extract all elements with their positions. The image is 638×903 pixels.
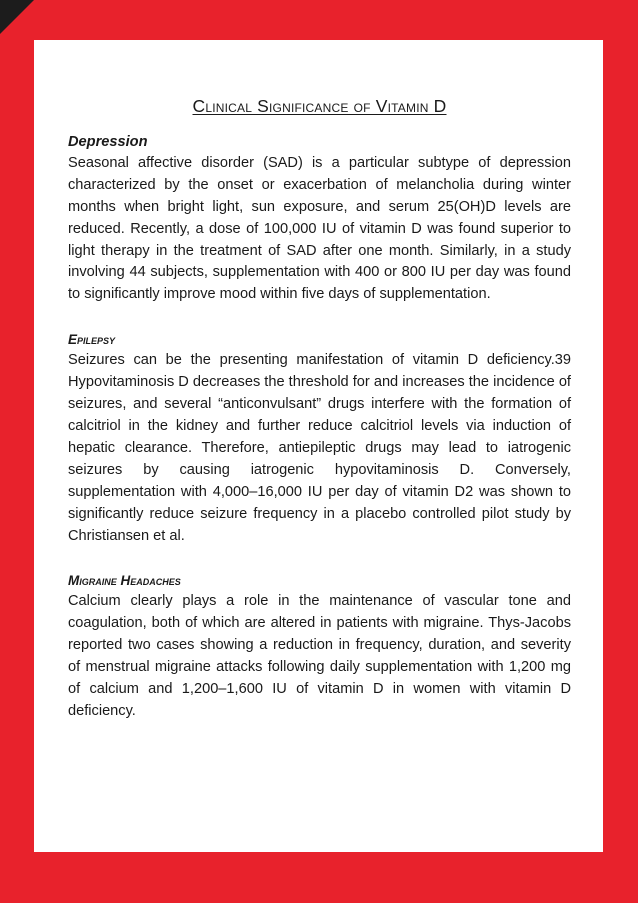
document-content [68,96,571,746]
section-heading: Migraine Headaches [68,573,181,589]
section-depression [68,132,571,306]
section-body: Seasonal affective disorder (SAD) is a particular subtype of depression characterized by the onset or exacerbation of melancholia during winter months when bright light, sun exposure, and serum 25(OH)D levels are reduced. Recently, a dose of 100,000 IU of vitamin D was found superior to light therapy in the treatment of SAD after one month. Similarly, in a study involving 44 subjects, supplementation with 400 or 800 IU per day was found to significantly improve mood within five days of supplementation. [68,154,571,303]
section-body: Seizures can be the presenting manifestation of vitamin D deficiency.39 Hypovitaminosis D decreases the threshold for and increases the incidence of seizures, and several “anticonvulsant” drugs interfere with the formation of calcitriol in the kidney and further reduce calcitriol levels via induction of hepatic clearance. Therefore, antiepileptic drugs may lead to iatrogenic seizures by causing iatrogenic hypovitaminosis D. Conversely, supplementation with 4,000–16,000 IU per day of vitamin D2 was shown to significantly reduce seizure frequency in a placebo controlled pilot study by Christiansen et al. [68,352,571,544]
section-heading: Epilepsy [68,332,116,348]
document-page [34,40,603,852]
page-title: Clinical Significance of Vitamin D [192,96,447,116]
section-heading: Depression [68,133,148,150]
corner-decoration [0,0,34,34]
section-migraine-headaches [68,570,571,722]
section-epilepsy [68,329,571,547]
section-body: Calcium clearly plays a role in the maintenance of vascular tone and coagulation, both of which are altered in patients with migraine. Thys-Jacobs reported two cases showing a reduction in frequency, duration, and severity of menstrual migraine attacks following daily supplementation with 1,200 mg of calcium and 1,200–1,600 IU of vitamin D in women with vitamin D deficiency. [68,593,571,719]
